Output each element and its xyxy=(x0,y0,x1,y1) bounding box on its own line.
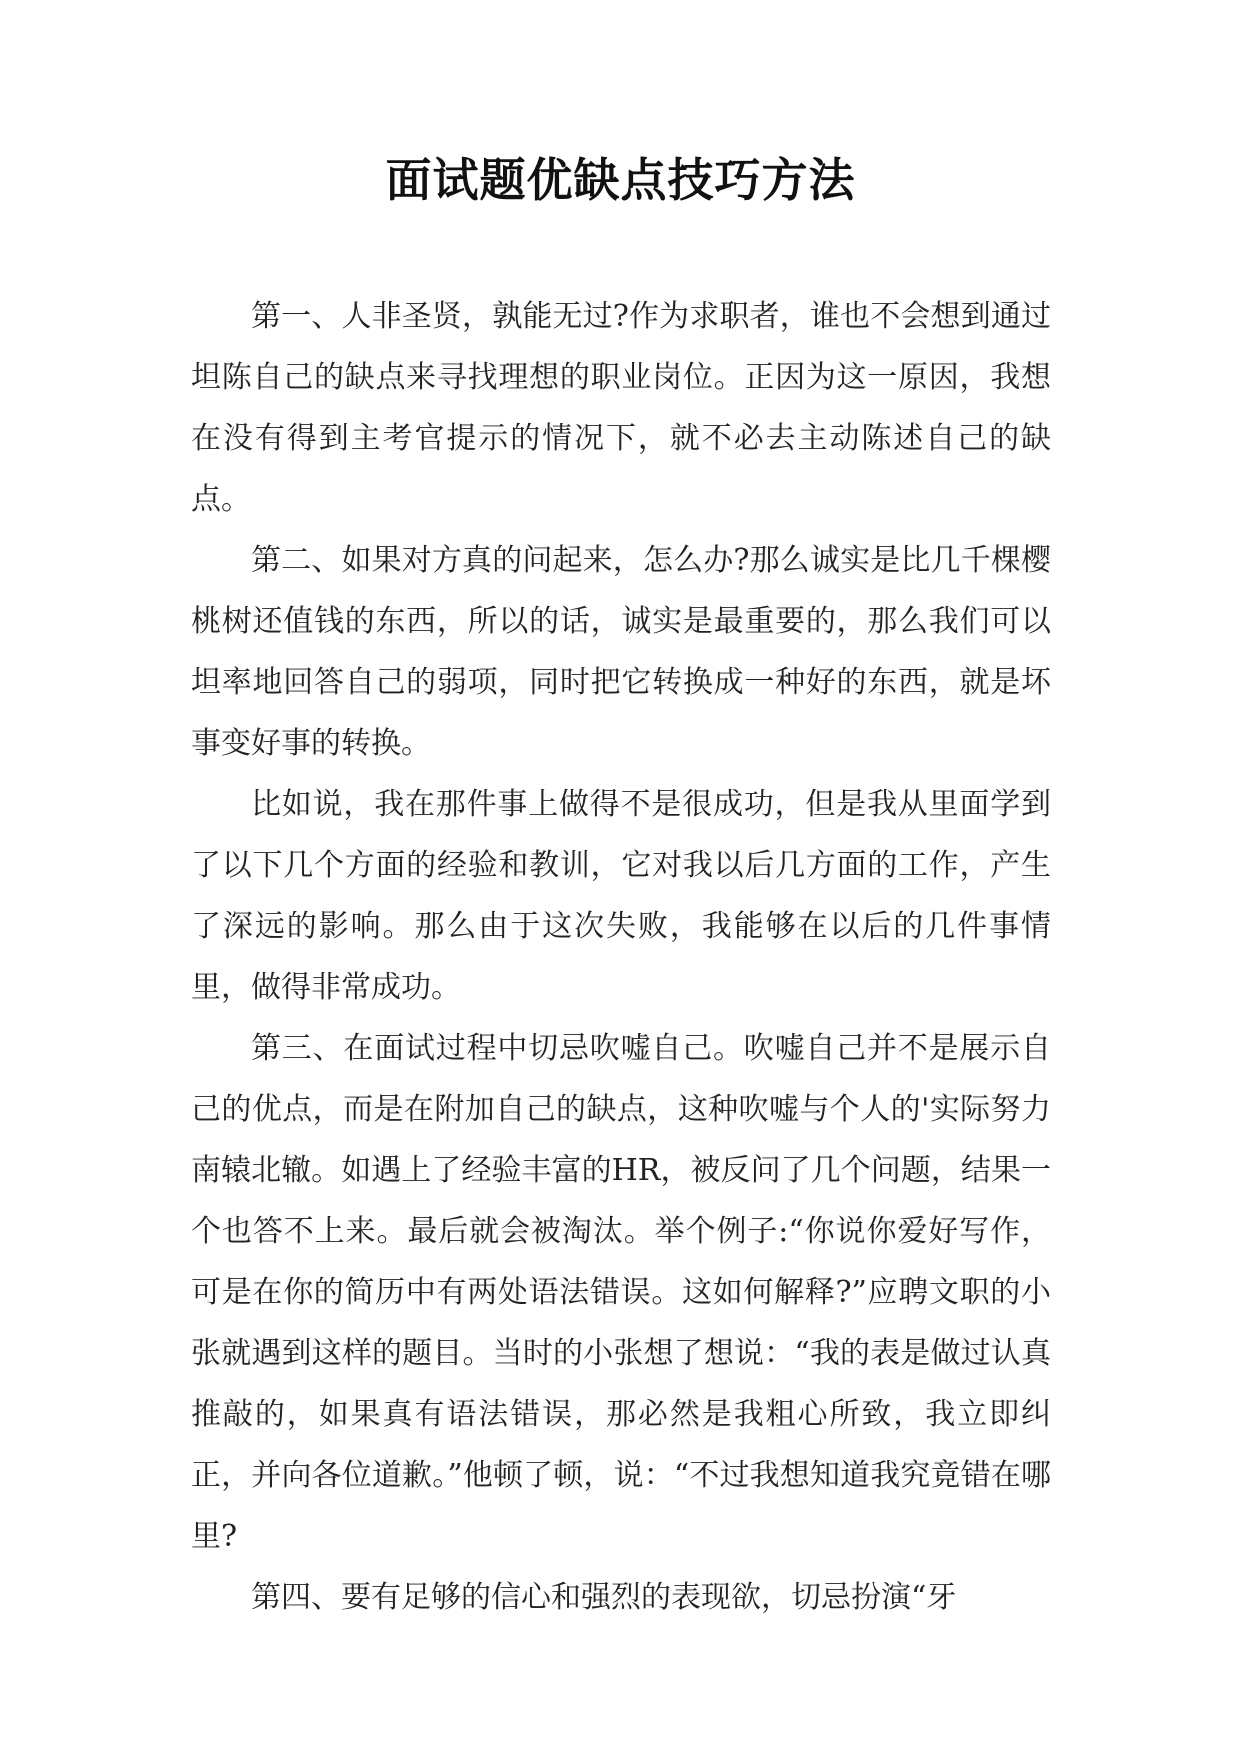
document-title: 面试题优缺点技巧方法 xyxy=(385,153,856,207)
paragraph-3: 比如说，我在那件事上做得不是很成功，但是我从里面学到了以下几个方面的经验和教训，它对我以后几方面的工作，产生了深远的影响。那么由于这次失败，我能够在以后的几件事情里，做得非常成功。 xyxy=(191,787,1051,1005)
paragraph-5: 第四、要有足够的信心和强烈的表现欲，切忌扮演“牙 xyxy=(251,1580,957,1615)
paragraph-4: 第三、在面试过程中切忌吹嘘自己。吹嘘自己并不是展示自己的优点，而是在附加自己的缺点，这种吹嘘与个人的'实际努力南辕北辙。如遇上了经验丰富的HR，被反问了几个问题，结果一个也答不上来。最后就会被淘汰。举个例子:“你说你爱好写作，可是在你的简历中有两处语法错误。这如何解释?”应聘文职的小张就遇到这样的题目。当时的小张想了想说：“我的表是做过认真推敲的，如果真有语法错误，那必然是我粗心所致，我立即纠正，并向各位道歉。”他顿了顿，说：“不过我想知道我究竟错在哪里? xyxy=(191,1031,1051,1554)
paragraph-2: 第二、如果对方真的问起来，怎么办?那么诚实是比几千棵樱桃树还值钱的东西，所以的话，诚实是最重要的，那么我们可以坦率地回答自己的弱项，同时把它转换成一种好的东西，就是坏事变好事的转换。 xyxy=(191,543,1051,761)
document-body xyxy=(191,286,1051,1628)
paragraph-1: 第一、人非圣贤，孰能无过?作为求职者，谁也不会想到通过坦陈自己的缺点来寻找理想的职业岗位。正因为这一原因，我想在没有得到主考官提示的情况下，就不必去主动陈述自己的缺点。 xyxy=(191,299,1051,517)
